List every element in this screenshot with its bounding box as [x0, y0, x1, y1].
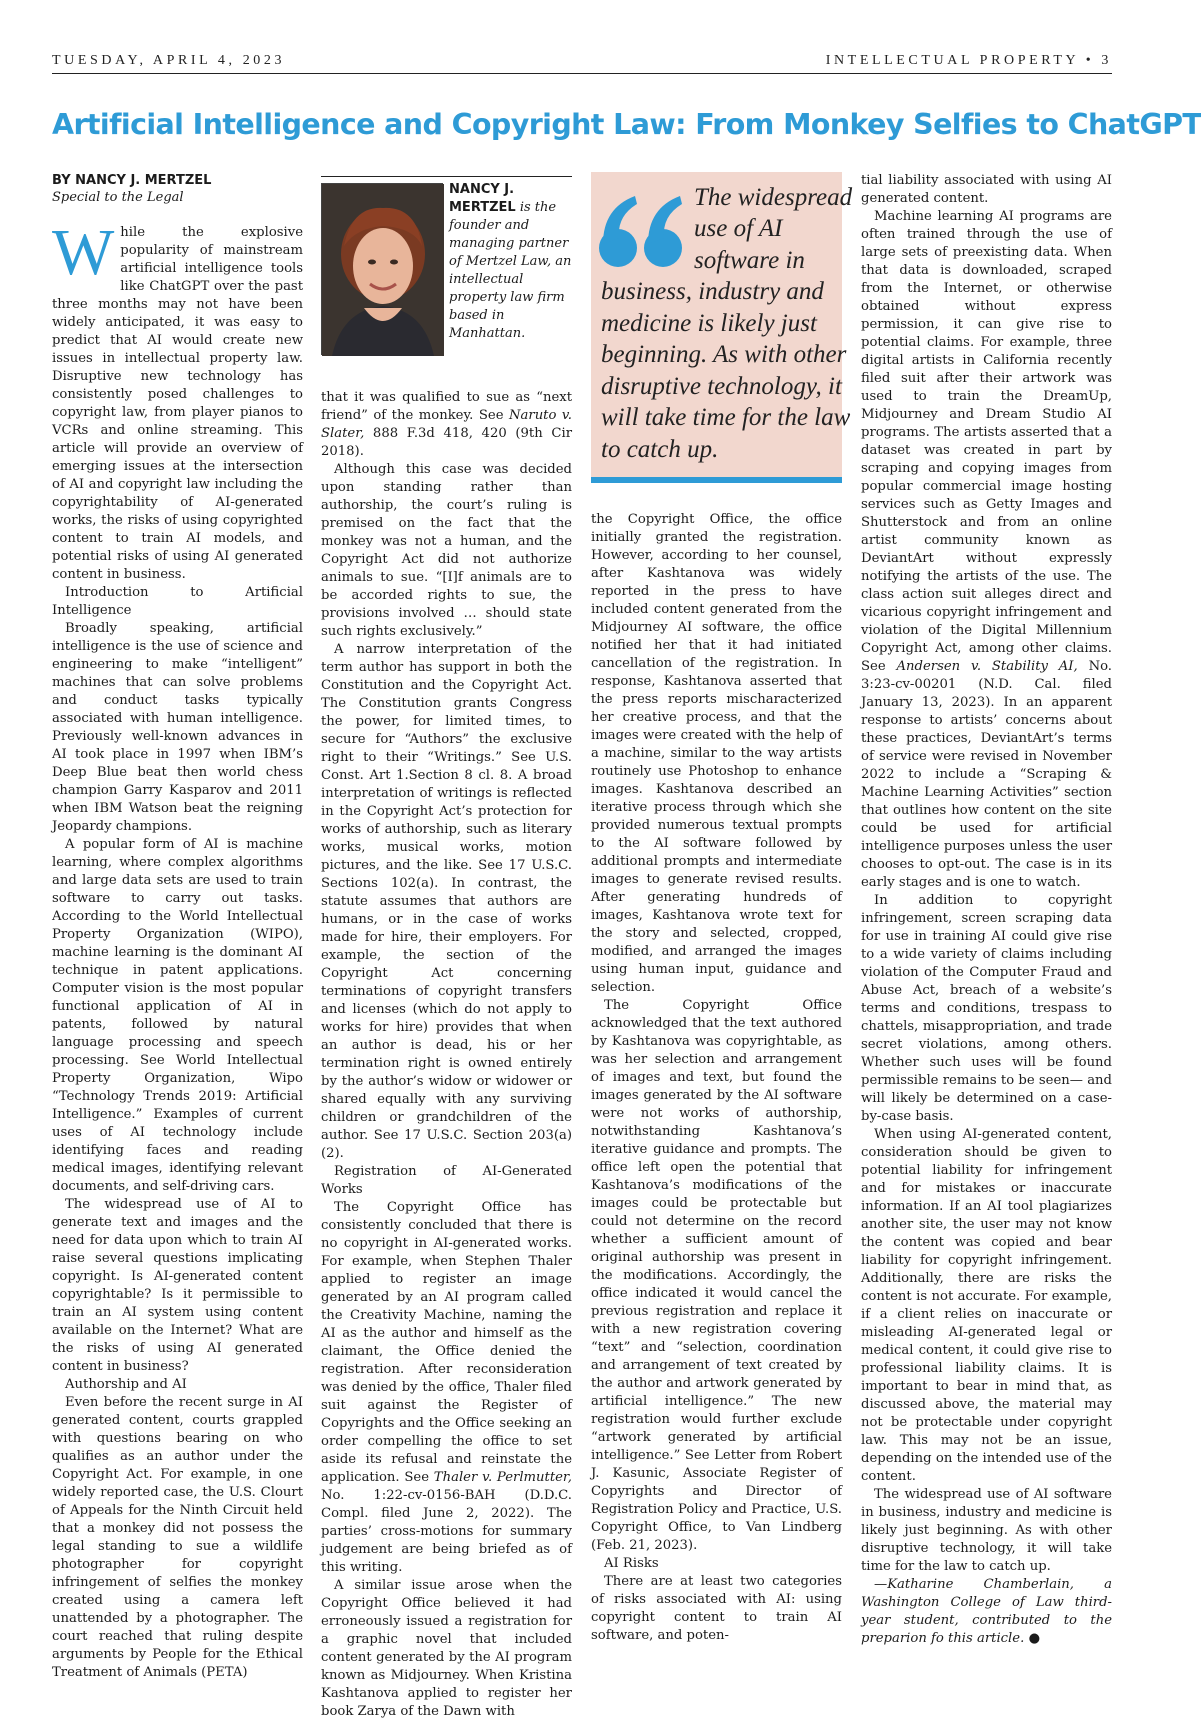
pull-quote-line: will take time for the law	[601, 404, 851, 431]
section-page-label: INTELLECTUAL PROPERTY • 3	[825, 53, 1112, 68]
quote-mark-icon	[597, 190, 687, 270]
paragraph: In addition to copyright infringement, screen scraping data for use in training AI could give rise to a wide variety of claims including violation of the Computer Fraud and Abuse Act, breach of a website’s terms and conditions, trespass to chattels, misappropriation, and trade secret violations, among others. Whether such uses will be found permissible remains to be seen— and will likely be determined on a case-by-case basis.	[861, 893, 1112, 1124]
paragraph: The widespread use of AI software in business, industry and medicine is likely just beginning. As with other disruptive technology, it will take time for the law to catch up.	[861, 1487, 1112, 1574]
subhead: Registration of AI-Generated Works	[321, 1164, 572, 1197]
pull-quote-line: to catch up.	[601, 436, 719, 463]
paragraph: Even before the recent surge in AI generated content, courts grappled with questions bearing on who qualifies as an author under the Copyright Act. For example, in one widely reported case, the U.S. Clourt of Appeals for the Ninth Circuit held that a monkey did not possess the legal standing to sue a wildlife photographer for copyright infringement of selfies the monkey created using a camera left unattended by a photographer. The court reached that ruling despite arguments by People for the Ethical Treatment of Animals (PETA)	[52, 1395, 303, 1680]
paragraph: tial liability associated with using AI generated content.	[861, 173, 1112, 206]
paragraph: that it was qualified to sue as “next friend” of the monkey. See Naruto v. Slater, 888 F.3d 418, 420 (9th Cir 2018).	[321, 390, 572, 459]
paragraph: While the explosive popularity of mainstream artificial intelligence tools like ChatGPT over the past three months may not have been widely anticipated, it was easy to predict that AI would create new issues in intellectual property law. Disruptive new technology has consistently posed challenges to copyright law, from player pianos to VCRs and online streaming. This article will provide an overview of emerging issues at the intersection of AI and copyright law including the copyrightability of AI-generated works, the risks of using copyrighted content to train AI models, and potential risks of using AI generated content in business.	[52, 216, 303, 582]
paragraph: The widespread use of AI to generate text and images and the need for data upon which to train AI raise several questions implicating copyright. Is AI-generated content copyrightable? Is it permissible to train an AI system using content available on the Internet? What are the risks of using AI generated content in business?	[52, 1197, 303, 1374]
byline-subtitle: Special to the Legal	[52, 190, 184, 205]
column-2	[321, 389, 572, 1721]
pull-quote-line: use of AI	[694, 215, 783, 242]
column-3	[591, 511, 842, 1645]
pull-quote	[591, 172, 853, 483]
subhead: Authorship and AI	[65, 1377, 187, 1392]
author-bio-box	[321, 176, 572, 354]
issue-date: TUESDAY, APRIL 4, 2023	[52, 53, 286, 68]
bio-name: NANCY J. MERTZEL	[449, 182, 516, 215]
author-bio: NANCY J. MERTZEL is the founder and managing partner of Mertzel Law, an intellectual property law firm based in Manhattan.	[449, 182, 572, 341]
paragraph: A similar issue arose when the Copyright Office believed it had erroneously issued a registration for a graphic novel that included content generated by the AI program known as Midjourney. When Kristina Kashtanova applied to register her book Zarya of the Dawn with	[321, 1578, 572, 1719]
contributor-credit: —Katharine Chamberlain, a Washington College of Law third-year student, contributed to the preparion fo this article. ●	[861, 1577, 1112, 1646]
paragraph: A narrow interpretation of the term author has support in both the Constitution and the Copyright Act. The Constitution grants Congress the power, for limited times, to secure for “Authors” the exclusive right to their “Writings.” See U.S. Const. Art 1.Section 8 cl. 8. A broad interpretation of writings is reflected in the Copyright Act’s protection for works of authorship, such as literary works, musical works, motion pictures, and the like. See 17 U.S.C. Sections 102(a). In contrast, the statute assumes that authors are humans, or in the case of works made for hire, their employers. For example, the section of the Copyright Act concerning terminations of copyright transfers and licenses (which do not apply to works for hire) provides that when an author is dead, his or her termination right is owned entirely by the author’s widow or widower or shared equally with any surviving children or grandchildren of the author. See 17 U.S.C. Section 203(a)(2).	[321, 642, 572, 1161]
pull-quote-line: business, industry and	[601, 278, 824, 305]
author-photo	[321, 183, 443, 355]
paragraph: The Copyright Office has consistently concluded that there is no copyright in AI-generated works. For example, when Stephen Thaler applied to register an image generated by an AI program called the Creativity Machine, naming the AI as the author and himself as the claimant, the Office denied the registration. After reconsideration was denied by the office, Thaler filed suit against the Register of Copyrights and the Office seeking an order compelling the office to set aside its refusal and reinstate the application. See Thaler v. Perlmutter, No. 1:22-cv-0156-BAH (D.D.C. Compl. filed June 2, 2022). The parties’ cross-motions for summary judgement are being briefed as of this writing.	[321, 1200, 572, 1575]
column-4	[861, 172, 1112, 1648]
pull-quote-line: medicine is likely just	[601, 310, 817, 337]
paragraph: When using AI-generated content, consideration should be given to potential liability for infringement and for mistakes or inaccurate information. If an AI tool plagiarizes another site, the user may not know the content was copied and bear liability for copyright infringement. Additionally, there are risks the content is not accurate. For example, if a client relies on inaccurate or misleading AI-generated legal or medical content, it could give rise to professional liability claims. It is important to bear in mind that, as discussed above, the material may not be protectable under copyright law. This may not be an issue, depending on the intended use of the content.	[861, 1127, 1112, 1484]
byline: BY NANCY J. MERTZEL	[52, 173, 212, 188]
column-1	[52, 172, 303, 1682]
subhead: AI Risks	[604, 1556, 659, 1571]
end-mark: ●	[1028, 1631, 1040, 1646]
article-headline: Artificial Intelligence and Copyright Law: From Monkey Selfies to ChatGPT	[52, 108, 1201, 141]
paragraph: A popular form of AI is machine learning, where complex algorithms and large data sets are used to train software to carry out tasks. According to the World Intellectual Property Organization (WIPO), machine learning is the dominant AI technique in patent applications. Computer vision is the most popular functional application of AI in patents, followed by natural language processing and speech processing. See World Intellectual Property Organization, Wipo “Technology Trends 2019: Artificial Intelligence.” Examples of current uses of AI technology include identifying faces and reading medical images, identifying relevant documents, and self-driving cars.	[52, 837, 303, 1194]
pull-quote-line: disruptive technology, it	[601, 373, 842, 400]
drop-cap: W	[52, 216, 115, 289]
paragraph: There are at least two categories of risks associated with AI: using copyright content to train AI software, and poten-	[591, 1574, 842, 1643]
paragraph: The Copyright Office acknowledged that the text authored by Kashtanova was copyrightable, as was her selection and arrangement of images and text, but found the images generated by the AI software were not works of authorship, notwithstanding Kashtanova’s iterative guidance and prompts. The office left open the potential that Kashtanova’s modifications of the images could be protectable but could not determine on the record whether a sufficient amount of original authorship was present in the modifications. Accordingly, the office indicated it would cancel the previous registration and replace it with a new registration covering “text” and “selection, coordination and arrangement of text created by the author and artwork generated by artificial intelligence.” The new registration would further exclude “artwork generated by artificial intelligence.” See Letter from Robert J. Kasunic, Associate Register of Copyrights and Director of Registration Policy and Practice, U.S. Copyright Office, to Van Lindberg (Feb. 21, 2023).	[591, 998, 842, 1553]
pull-quote-line: The widespread	[694, 184, 853, 211]
paragraph: Broadly speaking, artificial intelligence is the use of science and engineering to make “intelligent” machines that can solve problems and conduct tasks typically associated with human intelligence. Previously well-known advances in AI took place in 1997 when IBM’s Deep Blue beat then world chess champion Garry Kasparov and 2011 when IBM Watson beat the reigning Jeopardy champions.	[52, 621, 303, 834]
paragraph: Machine learning AI programs are often trained through the use of large sets of preexisting data. When that data is downloaded, scraped from the Internet, or otherwise obtained without express permission, it can give rise to potential claims. For example, three digital artists in California recently filed suit after their artwork was used to train the DreamUp, Midjourney and Dream Studio AI programs. The artists asserted that a dataset was created in part by scraping and copying images from popular commercial image hosting services such as Getty Images and Shutterstock and from an online artist community known as DeviantArt without expressly notifying the artists of the use. The class action suit alleges direct and vicarious copyright infringement and violation of the Digital Millennium Copyright Act, among other claims. See Andersen v. Stability AI, No. 3:23-cv-00201 (N.D. Cal. filed January 13, 2023). In an apparent response to artists’ concerns about these practices, DeviantArt’s terms of service were revised in November 2022 to include a “Scraping & Machine Learning Activities” section that outlines how content on the site could be used for artificial intelligence purposes unless the user chooses to opt-out. The case is in its early stages and is one to watch.	[861, 209, 1113, 890]
pull-quote-line: software in	[694, 247, 805, 274]
paragraph: Although this case was decided upon standing rather than authorship, the court’s ruling is premised on the fact that the monkey was not a human, and the Copyright Act did not authorize animals to sue. “[I]f animals are to be accorded rights to sue, the provisions involved … should state such rights exclusively.”	[321, 462, 572, 639]
running-head	[52, 52, 1112, 74]
paragraph: the Copyright Office, the office initially granted the registration. However, according to her counsel, after Kashtanova was widely reported in the press to have included content generated from the Midjourney AI software, the office notified her that it had initiated cancellation of the registration. In response, Kashtanova asserted that the press reports mischaracterized her creative process, and that the images were created with the help of a machine, similar to the way artists routinely use Photoshop to enhance images. Kashtanova described an iterative process through which she provided numerous textual prompts to the AI software followed by additional prompts and intermediate images to generate revised results. After generating hundreds of images, Kashtanova wrote text for the story and selected, cropped, modified, and arranged the images using human input, guidance and selection.	[591, 512, 842, 995]
pull-quote-line: beginning. As with other	[601, 341, 847, 368]
subhead: Introduction to Artificial Intelligence	[52, 585, 303, 618]
